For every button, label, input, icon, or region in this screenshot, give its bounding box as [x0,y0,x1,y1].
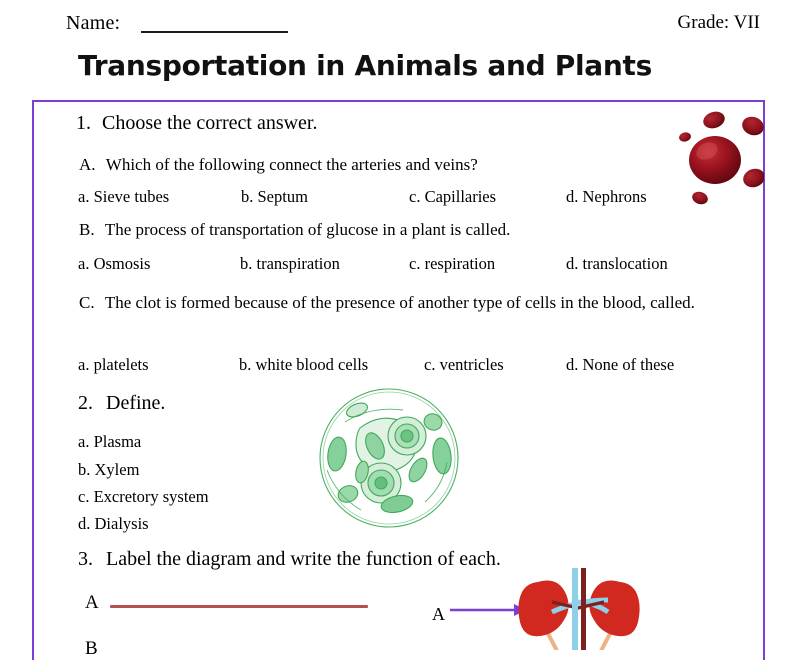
define-item-excretory[interactable]: c. Excretory system [78,487,209,506]
question-1c [79,286,729,319]
option-1a-a[interactable]: a. Sieve tubes [78,187,170,206]
question-1b-label: B. [79,220,95,239]
plant-cell-cross-section-illustration [315,384,463,532]
question-1-number: 1. [76,112,91,134]
option-1b-c[interactable]: c. respiration [409,254,496,273]
question-1c-text: The clot is formed because of the presence of another type of cells in the blood, called. [104,293,695,312]
aorta [581,568,586,650]
question-1c-label: C. [79,293,95,312]
question-3-text: Label the diagram and write the function of each. [106,548,501,570]
answer-label-b: B [85,638,98,659]
define-item-xylem[interactable]: b. Xylem [78,460,140,479]
red-blood-cells-illustration [668,104,764,214]
option-1a-c[interactable]: c. Capillaries [409,187,497,206]
question-1a-text: Which of the following connect the arteries and veins? [105,155,478,174]
student-info-row [0,12,800,40]
vena-cava [572,568,578,650]
define-item-plasma[interactable]: a. Plasma [78,432,142,451]
question-1b [79,220,510,240]
human-kidneys-diagram [448,568,678,650]
question-1b-text: The process of transportation of glucose in a plant is called. [104,220,511,239]
question-2-text: Define. [106,392,166,414]
option-1c-b[interactable]: b. white blood cells [239,355,369,374]
question-1-text: Choose the correct answer. [102,112,318,134]
define-item-dialysis[interactable]: d. Dialysis [78,514,149,533]
question-1a [79,155,478,175]
question-3-number: 3. [78,548,93,570]
question-3-heading [78,548,501,571]
question-1a-label: A. [79,155,96,174]
name-input-blank[interactable] [141,31,288,33]
option-1b-d[interactable]: d. translocation [566,254,668,273]
option-1b-a[interactable]: a. Osmosis [78,254,151,273]
name-label: Name: [66,12,121,34]
question-1-heading [76,112,317,135]
page-title: Transportation in Animals and Plants [78,49,652,82]
option-1a-b[interactable]: b. Septum [241,187,308,206]
answer-label-a: A [85,592,99,613]
answer-line-a[interactable] [110,605,368,608]
question-2-heading [78,392,165,415]
option-1c-d[interactable]: d. None of these [566,355,675,374]
option-1c-a[interactable]: a. platelets [78,355,149,374]
question-2-number: 2. [78,392,93,414]
option-1b-b[interactable]: b. transpiration [240,254,340,273]
diagram-pointer-label-a: A [432,604,445,624]
option-1c-c[interactable]: c. ventricles [424,355,504,374]
diagram-pointer-arrow [450,604,526,616]
grade-label: Grade: VII [677,12,760,33]
option-1a-d[interactable]: d. Nephrons [566,187,647,206]
